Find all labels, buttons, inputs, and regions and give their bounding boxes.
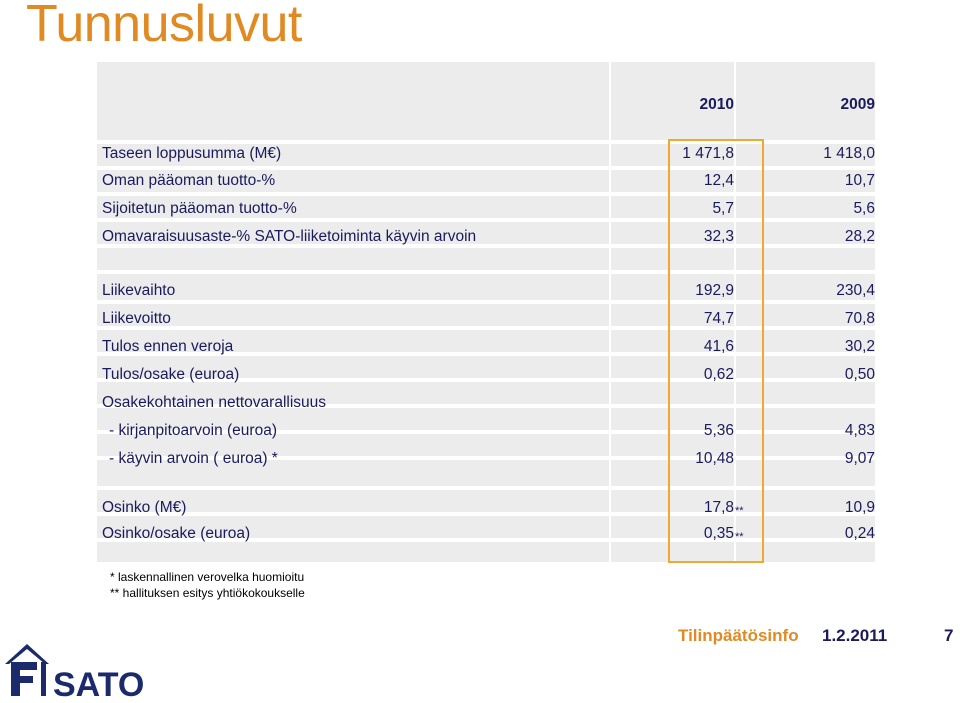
value-2009: 10,7: [844, 172, 875, 189]
value-2009: 4,83: [844, 422, 875, 439]
footnote-2: ** hallituksen esitys yhtiökokoukselle: [110, 586, 305, 600]
logo-side-icon: [41, 662, 46, 696]
value-2009: 9,07: [844, 450, 875, 467]
footnote-marker: **: [735, 531, 744, 543]
value-2010: 41,6: [703, 338, 734, 355]
row-label: - käyvin arvoin ( euroa) *: [109, 450, 278, 467]
sato-logo: [5, 640, 165, 700]
page-title: Tunnusluvut: [26, 0, 302, 53]
highlight-box-2010: [668, 139, 764, 563]
row-label: Oman pääoman tuotto-%: [102, 172, 276, 189]
value-2009: 5,6: [853, 200, 875, 217]
header-2010: 2010: [699, 96, 734, 113]
value-number: 17,8: [703, 499, 734, 516]
header-2009: 2009: [840, 96, 875, 113]
row-label: Osinko (M€): [102, 499, 187, 516]
footnote-1: * laskennallinen verovelka huomioitu: [110, 570, 305, 584]
logo-roof-icon: [5, 644, 49, 664]
footer-label: Tilinpäätösinfo: [678, 626, 799, 645]
value-2009: 1 418,0: [823, 145, 875, 162]
value-2010: 12,4: [703, 172, 734, 189]
value-2010: 1 471,8: [682, 145, 734, 162]
value-2009: 0,24: [844, 525, 875, 542]
row-label: Tulos ennen veroja: [102, 338, 234, 355]
value-2010: 5,7: [712, 200, 734, 217]
row-label: Osakekohtainen nettovarallisuus: [102, 394, 327, 411]
value-2010: 74,7: [703, 310, 734, 327]
logo-bar-icon: [11, 676, 33, 683]
header-row: [97, 92, 875, 118]
footer-page-number: 7: [944, 626, 954, 645]
value-2010: 10,48: [695, 450, 734, 467]
logo-text: SATO: [53, 666, 145, 700]
value-2009: 70,8: [844, 310, 875, 327]
row-label: Taseen loppusumma (M€): [102, 145, 282, 162]
footnote-marker: **: [735, 505, 744, 517]
row-label: - kirjanpitoarvoin (euroa): [109, 422, 277, 439]
value-2009: 28,2: [844, 228, 875, 245]
row-label: Liikevaihto: [102, 282, 176, 299]
footer-date: 1.2.2011: [822, 626, 888, 645]
value-2010: 5,36: [703, 422, 734, 439]
row-label: Tulos/osake (euroa): [102, 366, 240, 383]
row-label: Sijoitetun pääoman tuotto-%: [102, 200, 297, 217]
value-2009: 10,9: [844, 499, 875, 516]
row-label: Omavaraisuusaste-% SATO-liiketoiminta käyvin arvoin: [102, 228, 477, 245]
logo-bar-icon: [11, 662, 37, 670]
value-2010: 192,9: [695, 282, 734, 299]
value-2009: 30,2: [844, 338, 875, 355]
value-2010: 0,62: [703, 366, 734, 383]
row-label: Liikevoitto: [102, 310, 171, 327]
value-number: 0,35: [703, 525, 734, 542]
value-2009: 0,50: [844, 366, 875, 383]
value-2009: 230,4: [836, 282, 875, 299]
value-2010: 32,3: [703, 228, 734, 245]
row-label: Osinko/osake (euroa): [102, 525, 251, 542]
